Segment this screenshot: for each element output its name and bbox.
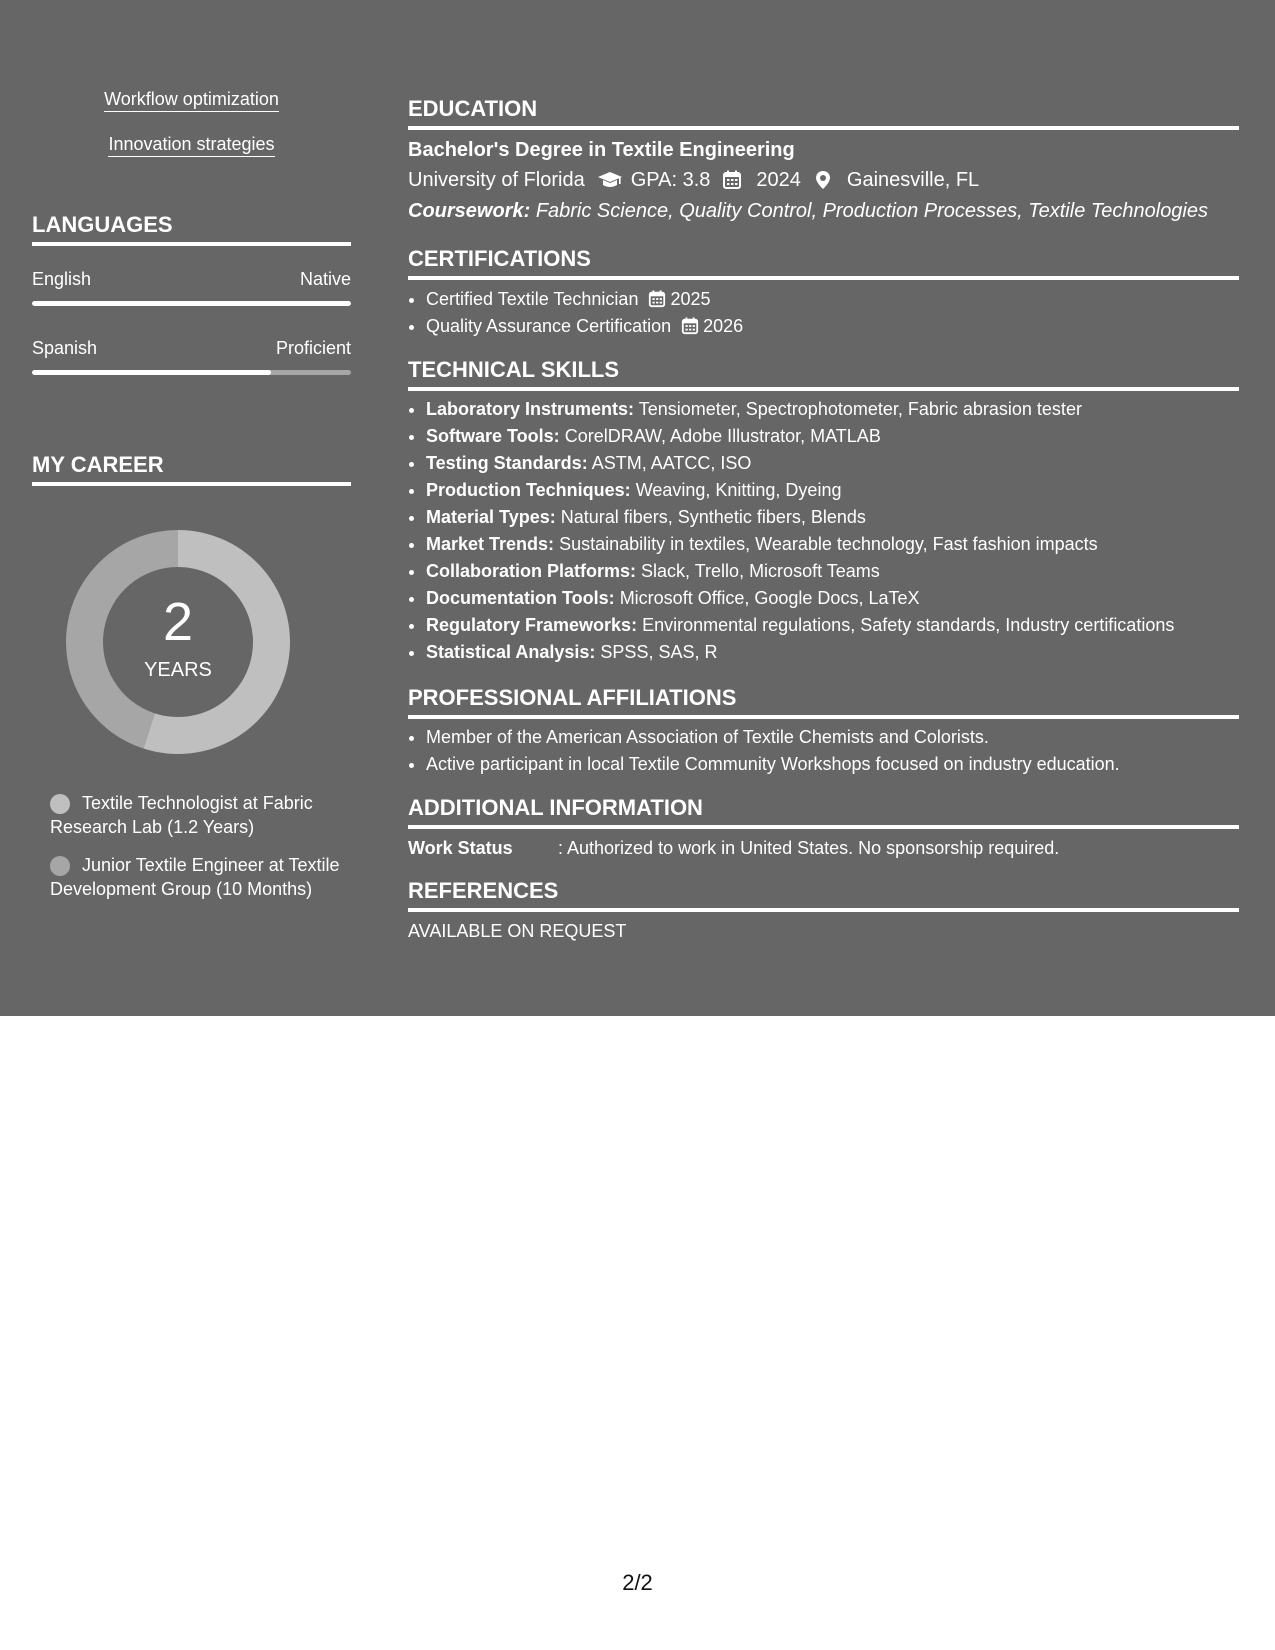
graduation-year: 2024	[756, 169, 801, 191]
language-name: English	[32, 269, 92, 289]
skill-label: Collaboration Platforms:	[426, 561, 637, 581]
technical-skills-list	[408, 396, 1239, 666]
language-row	[32, 337, 351, 377]
skill-item	[426, 612, 1239, 639]
certification-item	[426, 313, 1239, 340]
skill-tag-label: Workflow optimization	[104, 89, 279, 112]
skill-label: Testing Standards:	[426, 453, 588, 473]
gpa: GPA: 3.8	[630, 169, 711, 191]
languages-heading: LANGUAGES	[32, 212, 351, 246]
skill-tag-label: Innovation strategies	[108, 134, 274, 157]
skill-tag	[32, 133, 351, 155]
calendar-icon	[648, 290, 668, 308]
location-pin-icon	[813, 170, 837, 190]
skill-value: SPSS, SAS, R	[600, 642, 718, 662]
page-number: 2/2	[622, 1570, 653, 1595]
career-total-number: 2	[162, 592, 194, 652]
calendar-icon	[722, 170, 746, 190]
skill-label: Software Tools:	[426, 426, 560, 446]
skill-label: Production Techniques:	[426, 480, 631, 500]
certifications-heading: CERTIFICATIONS	[408, 246, 1239, 280]
skill-item	[426, 585, 1239, 612]
skill-label: Regulatory Frameworks:	[426, 615, 638, 635]
skill-item	[426, 450, 1239, 477]
skill-label: Material Types:	[426, 507, 556, 527]
career-donut-chart	[64, 528, 292, 756]
school-location: Gainesville, FL	[846, 169, 980, 191]
skill-label: Statistical Analysis:	[426, 642, 596, 662]
calendar-icon	[681, 317, 701, 335]
school-name: University of Florida	[408, 169, 585, 191]
graduation-cap-icon	[597, 170, 621, 190]
affiliations-list	[408, 724, 1239, 778]
skill-item	[426, 396, 1239, 423]
skill-value: ASTM, AATCC, ISO	[591, 453, 752, 473]
skill-item	[426, 531, 1239, 558]
career-item-text: Textile Technologist at Fabric Research Lab (1.2 Years)	[50, 793, 313, 837]
education-meta	[408, 168, 979, 192]
skill-label: Market Trends:	[426, 534, 555, 554]
affiliation-item: • Active participant in local Textile Community Workshops focused on industry education.	[426, 751, 1239, 778]
education-heading: EDUCATION	[408, 96, 1239, 130]
language-proficiency-fill	[32, 301, 351, 306]
certification-item	[426, 286, 1239, 313]
language-proficiency-bar	[32, 301, 351, 306]
language-name: Spanish	[32, 338, 98, 358]
coursework	[408, 199, 1208, 223]
skill-value: Environmental regulations, Safety standards, Industry certifications	[642, 615, 1175, 635]
language-level: Native	[299, 269, 351, 289]
skill-value: Natural fibers, Synthetic fibers, Blends	[560, 507, 866, 527]
skill-value: Microsoft Office, Google Docs, LaTeX	[619, 588, 920, 608]
language-proficiency-bar	[32, 370, 351, 375]
skill-item	[426, 639, 1239, 666]
skill-value: CorelDRAW, Adobe Illustrator, MATLAB	[564, 426, 881, 446]
certification-year: 2026	[703, 316, 744, 336]
language-row	[32, 268, 351, 308]
career-legend-dot	[50, 794, 70, 814]
certification-name: Quality Assurance Certification	[426, 316, 672, 336]
skill-item	[426, 558, 1239, 585]
skill-tag	[32, 88, 351, 110]
skill-item	[426, 504, 1239, 531]
career-heading: MY CAREER	[32, 452, 351, 486]
skill-value: Sustainability in textiles, Wearable technology, Fast fashion impacts	[559, 534, 1098, 554]
skill-item	[426, 423, 1239, 450]
certification-year: 2025	[670, 289, 711, 309]
coursework-label: Coursework:	[408, 200, 531, 222]
skill-value: Tensiometer, Spectrophotometer, Fabric abrasion tester	[638, 399, 1082, 419]
skill-label: Documentation Tools:	[426, 588, 615, 608]
certification-name: Certified Textile Technician	[426, 289, 639, 309]
certifications-list	[408, 286, 1239, 340]
career-legend-dot	[50, 856, 70, 876]
career-total-unit: YEARS	[144, 659, 212, 681]
references-heading: REFERENCES	[408, 878, 1239, 912]
coursework-list: Fabric Science, Quality Control, Production Processes, Textile Technologies	[535, 200, 1208, 222]
technical-skills-heading: TECHNICAL SKILLS	[408, 357, 1239, 391]
language-level: Proficient	[275, 338, 351, 358]
degree-title: Bachelor's Degree in Textile Engineering	[408, 139, 795, 161]
affiliation-item: • Member of the American Association of Textile Chemists and Colorists.	[426, 724, 1239, 751]
skill-label: Laboratory Instruments:	[426, 399, 635, 419]
work-status-value: : Authorized to work in United States. No sponsorship required.	[558, 838, 1060, 858]
additional-info-heading: ADDITIONAL INFORMATION	[408, 795, 1239, 829]
skill-value: Slack, Trello, Microsoft Teams	[641, 561, 880, 581]
work-status-row	[408, 837, 1059, 859]
skill-value: Weaving, Knitting, Dyeing	[635, 480, 842, 500]
references-text: AVAILABLE ON REQUEST	[408, 921, 627, 941]
career-item	[50, 791, 340, 839]
skill-item	[426, 477, 1239, 504]
work-status-label: Work Status	[408, 838, 513, 858]
career-item	[50, 853, 340, 901]
affiliations-heading: PROFESSIONAL AFFILIATIONS	[408, 685, 1239, 719]
career-item-text: Junior Textile Engineer at Textile Development Group (10 Months)	[50, 855, 340, 899]
language-proficiency-fill	[32, 370, 271, 375]
